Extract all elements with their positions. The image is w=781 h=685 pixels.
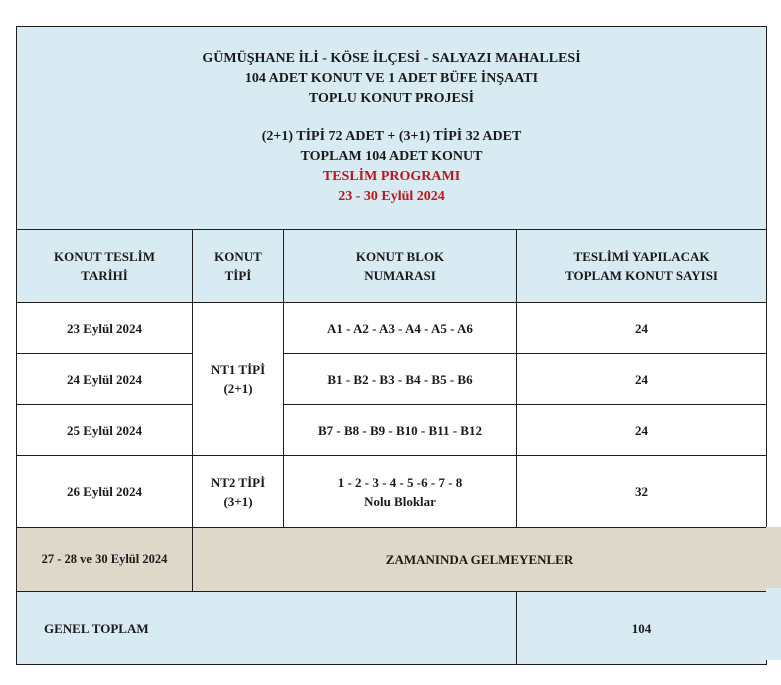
project-location: GÜMÜŞHANE İLİ - KÖSE İLÇESİ - SALYAZI MAHALLESİ xyxy=(202,51,581,66)
unit-count-cell: 24 xyxy=(517,303,767,354)
column-header-block xyxy=(284,230,517,303)
block-numbers-cell xyxy=(284,456,517,528)
delivery-date-cell: 25 Eylül 2024 xyxy=(17,405,193,456)
unit-type-cell-nt1 xyxy=(193,303,284,456)
program-title: TESLİM PROGRAMI xyxy=(322,169,461,184)
unit-count-cell: 32 xyxy=(517,456,767,528)
unit-type-name: NT2 TİPİ xyxy=(210,474,266,490)
unit-type-name: NT1 TİPİ xyxy=(210,362,266,377)
table-row xyxy=(17,354,767,405)
late-row-overflow-strip xyxy=(766,527,781,588)
column-header-count-line2: TOPLAM KONUT SAYISI xyxy=(565,268,718,283)
column-header-block-line1: KONUT BLOK xyxy=(355,249,445,264)
column-header-block-line2: NUMARASI xyxy=(364,268,436,283)
total-row-overflow-strip xyxy=(766,588,781,660)
column-header-type-line1: KONUT xyxy=(214,249,262,264)
unit-count-cell: 24 xyxy=(517,354,767,405)
unit-type-rooms: (2+1) xyxy=(223,381,253,396)
unit-count-cell: 24 xyxy=(517,405,767,456)
column-header-type xyxy=(193,230,284,303)
column-header-date-line1: KONUT TESLİM xyxy=(53,249,156,264)
table-row xyxy=(17,405,767,456)
column-header-row xyxy=(17,230,767,303)
delivery-date-cell: 26 Eylül 2024 xyxy=(17,456,193,528)
column-header-date xyxy=(17,230,193,303)
column-header-date-line2: TARİHİ xyxy=(81,268,128,283)
table-row xyxy=(17,456,767,528)
unit-type-rooms: (3+1) xyxy=(223,493,253,509)
block-numbers-list: 1 - 2 - 3 - 4 - 5 -6 - 7 - 8 xyxy=(337,474,463,490)
project-title-block xyxy=(17,27,767,230)
column-header-type-line2: TİPİ xyxy=(224,268,252,283)
unit-total: TOPLAM 104 ADET KONUT xyxy=(300,149,483,164)
table-row xyxy=(17,303,767,354)
program-dates: 23 - 30 Eylül 2024 xyxy=(338,189,445,204)
grand-total-label: GENEL TOPLAM xyxy=(17,592,517,665)
grand-total-row xyxy=(17,592,767,665)
delivery-date-cell: 23 Eylül 2024 xyxy=(17,303,193,354)
project-scope: 104 ADET KONUT VE 1 ADET BÜFE İNŞAATI xyxy=(244,71,539,86)
delivery-schedule-table xyxy=(16,26,767,665)
column-header-count xyxy=(517,230,767,303)
grand-total-value: 104 xyxy=(517,592,767,665)
delivery-date-cell: 24 Eylül 2024 xyxy=(17,354,193,405)
block-numbers-cell: B7 - B8 - B9 - B10 - B11 - B12 xyxy=(284,405,517,456)
spacer xyxy=(23,109,760,127)
title-row xyxy=(17,27,767,230)
block-numbers-suffix: Nolu Bloklar xyxy=(364,493,436,509)
unit-breakdown: (2+1) TİPİ 72 ADET + (3+1) TİPİ 32 ADET xyxy=(261,129,522,144)
block-numbers-cell: B1 - B2 - B3 - B4 - B5 - B6 xyxy=(284,354,517,405)
late-delivery-label: ZAMANINDA GELMEYENLER xyxy=(193,528,767,592)
delivery-schedule-document xyxy=(16,26,767,665)
column-header-count-line1: TESLİMİ YAPILACAK xyxy=(573,249,710,264)
project-type: TOPLU KONUT PROJESİ xyxy=(308,91,475,106)
unit-type-cell-nt2 xyxy=(193,456,284,528)
late-delivery-dates: 27 - 28 ve 30 Eylül 2024 xyxy=(17,528,193,592)
block-numbers-cell: A1 - A2 - A3 - A4 - A5 - A6 xyxy=(284,303,517,354)
late-delivery-row xyxy=(17,528,767,592)
